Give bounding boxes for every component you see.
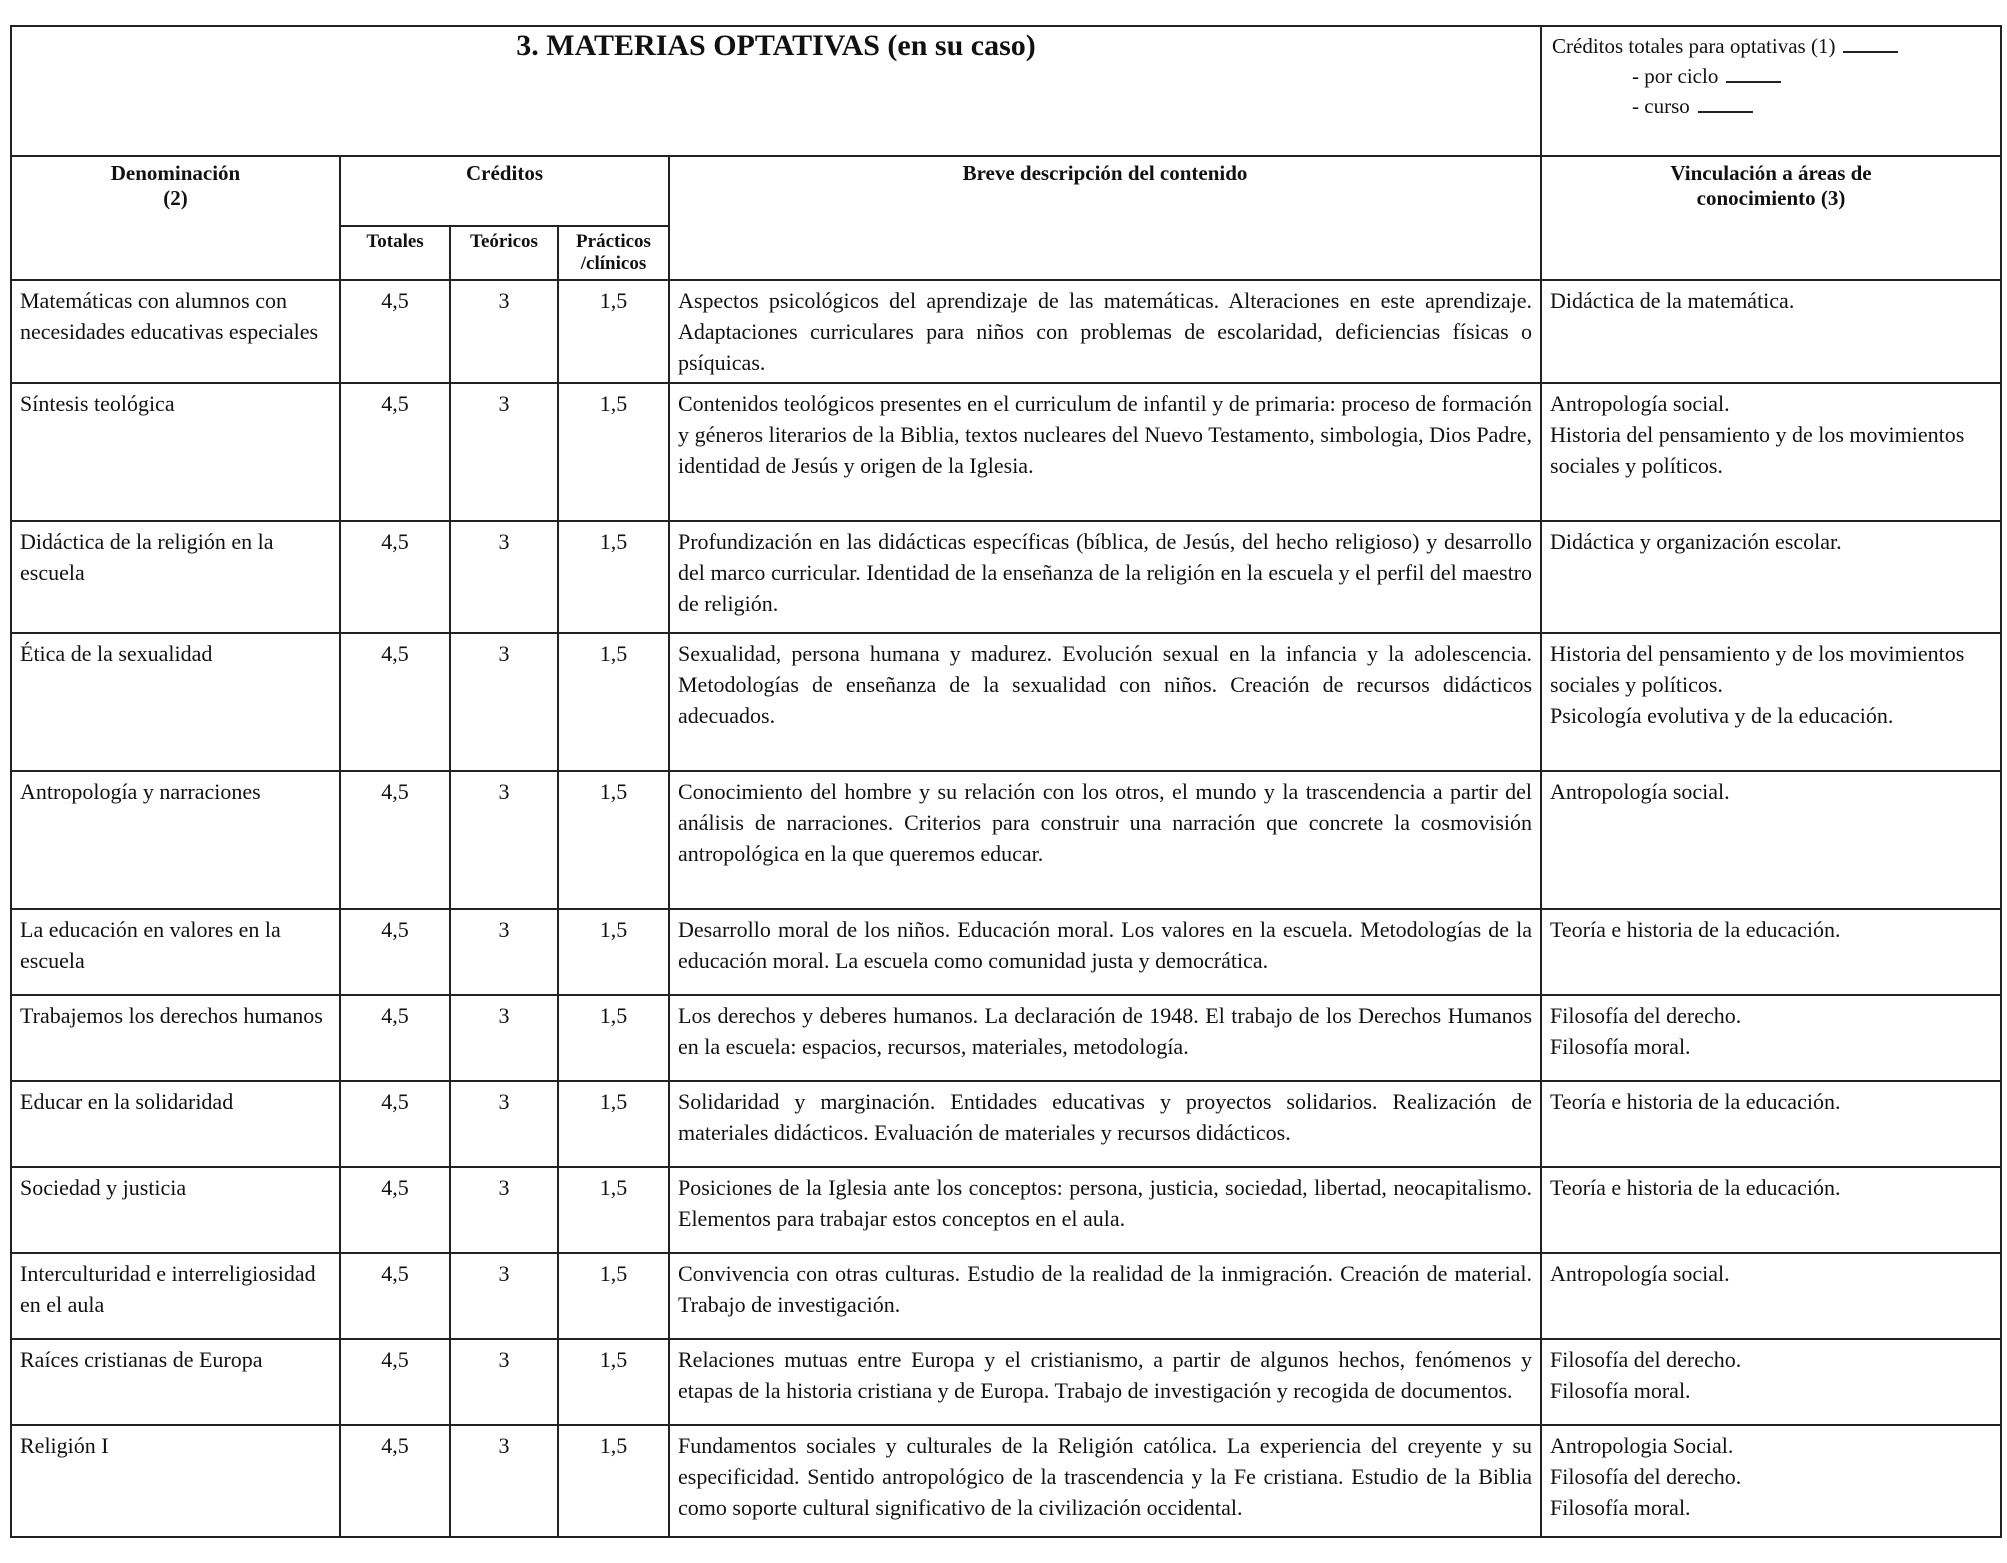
table-row xyxy=(11,1081,2001,1167)
subject-name: Religión I xyxy=(11,1425,340,1537)
knowledge-areas xyxy=(1541,995,2001,1081)
knowledge-areas xyxy=(1541,1167,2001,1253)
subject-name: Raíces cristianas de Europa xyxy=(11,1339,340,1425)
credits-practice: 1,5 xyxy=(558,771,669,909)
col-denominacion-note: (2) xyxy=(163,186,188,210)
credits-theory: 3 xyxy=(450,1081,558,1167)
subject-description: Contenidos teológicos presentes en el curriculum de infantil y de primaria: proceso de formación y géneros literarios de la Biblia, textos nucleares del Nuevo Testamento, simbologia, Dios Padre, identidad de Jesús y origen de la Iglesia. xyxy=(669,383,1541,521)
knowledge-areas xyxy=(1541,1339,2001,1425)
table-row xyxy=(11,995,2001,1081)
credits-practice: 1,5 xyxy=(558,909,669,995)
col-denominacion xyxy=(11,156,340,280)
col-denominacion-label: Denominación xyxy=(110,161,241,185)
col-totales: Totales xyxy=(340,226,450,280)
credits-total: 4,5 xyxy=(340,771,450,909)
knowledge-area: Didáctica y organización escolar. xyxy=(1550,529,1842,554)
table-row xyxy=(11,909,2001,995)
credits-total: 4,5 xyxy=(340,1425,450,1537)
subject-name: Sociedad y justicia xyxy=(11,1167,340,1253)
knowledge-area: Filosofía moral. xyxy=(1550,1495,1691,1520)
knowledge-area: Historia del pensamiento y de los movimientos sociales y políticos. xyxy=(1550,641,1965,697)
credits-theory: 3 xyxy=(450,995,558,1081)
knowledge-area: Teoría e historia de la educación. xyxy=(1550,1089,1841,1114)
subject-name: Educar en la solidaridad xyxy=(11,1081,340,1167)
col-descripcion: Breve descripción del contenido xyxy=(669,156,1541,280)
col-vinculacion xyxy=(1541,156,2001,280)
subject-description: Conocimiento del hombre y su relación con los otros, el mundo y la trascendencia a partir del análisis de narraciones. Criterios para construir una narración que concrete la cosmovisión antropológica en la que queremos educar. xyxy=(669,771,1541,909)
knowledge-area: Filosofía del derecho. xyxy=(1550,1347,1742,1372)
knowledge-area: Antropologia Social. xyxy=(1550,1433,1734,1458)
knowledge-areas xyxy=(1541,771,2001,909)
credits-theory: 3 xyxy=(450,771,558,909)
credits-practice: 1,5 xyxy=(558,1339,669,1425)
col-practicos-sub: /clínicos xyxy=(580,253,647,274)
credits-practice: 1,5 xyxy=(558,280,669,383)
subject-description: Los derechos y deberes humanos. La declaración de 1948. El trabajo de los Derechos Humanos en la escuela: espacios, recursos, materiales, metodología. xyxy=(669,995,1541,1081)
col-practicos-label: Prácticos xyxy=(576,231,651,252)
credits-total: 4,5 xyxy=(340,383,450,521)
credits-total: 4,5 xyxy=(340,633,450,771)
credits-total: 4,5 xyxy=(340,1253,450,1339)
credits-theory: 3 xyxy=(450,1253,558,1339)
knowledge-areas xyxy=(1541,1253,2001,1339)
table-row xyxy=(11,1167,2001,1253)
knowledge-area: Filosofía moral. xyxy=(1550,1378,1691,1403)
credits-practice: 1,5 xyxy=(558,995,669,1081)
credits-total: 4,5 xyxy=(340,1081,450,1167)
credits-theory: 3 xyxy=(450,1167,558,1253)
credits-total: 4,5 xyxy=(340,1339,450,1425)
credits-theory: 3 xyxy=(450,633,558,771)
credit-ciclo-blank xyxy=(1726,81,1781,83)
table-row xyxy=(11,1425,2001,1537)
col-practicos xyxy=(558,226,669,280)
credits-theory: 3 xyxy=(450,280,558,383)
materias-table xyxy=(10,25,2002,1538)
subject-name: La educación en valores en la escuela xyxy=(11,909,340,995)
col-vinculacion-label-2: conocimiento (3) xyxy=(1696,186,1846,210)
table-row xyxy=(11,521,2001,633)
subject-name: Interculturidad e interreligiosidad en el aula xyxy=(11,1253,340,1339)
subject-name: Didáctica de la religión en la escuela xyxy=(11,521,340,633)
credit-box xyxy=(1541,26,2001,156)
credits-total: 4,5 xyxy=(340,280,450,383)
credits-theory: 3 xyxy=(450,521,558,633)
credits-practice: 1,5 xyxy=(558,521,669,633)
subject-description: Sexualidad, persona humana y madurez. Evolución sexual en la infancia y la adolescencia. Metodologías de enseñanza de la sexualidad con niños. Creación de recursos didácticos adecuados. xyxy=(669,633,1541,771)
subject-description: Desarrollo moral de los niños. Educación moral. Los valores en la escuela. Metodologías de la educación moral. La escuela como comunidad justa y democrática. xyxy=(669,909,1541,995)
knowledge-area: Antropología social. xyxy=(1550,779,1730,804)
subject-description: Convivencia con otras culturas. Estudio de la realidad de la inmigración. Creación de material. Trabajo de investigación. xyxy=(669,1253,1541,1339)
subject-name: Ética de la sexualidad xyxy=(11,633,340,771)
table-row xyxy=(11,280,2001,383)
subject-name: Síntesis teológica xyxy=(11,383,340,521)
credits-total: 4,5 xyxy=(340,909,450,995)
knowledge-areas xyxy=(1541,633,2001,771)
knowledge-areas xyxy=(1541,1081,2001,1167)
credits-practice: 1,5 xyxy=(558,1167,669,1253)
credits-theory: 3 xyxy=(450,1339,558,1425)
credit-total-label: Créditos totales para optativas (1) xyxy=(1552,34,1836,58)
credits-practice: 1,5 xyxy=(558,1253,669,1339)
col-teoricos: Teóricos xyxy=(450,226,558,280)
table-row xyxy=(11,1339,2001,1425)
credit-curso-label: - curso xyxy=(1632,94,1690,118)
knowledge-area: Teoría e historia de la educación. xyxy=(1550,917,1841,942)
credit-curso-blank xyxy=(1698,111,1753,113)
credit-total-blank xyxy=(1843,51,1898,53)
credits-practice: 1,5 xyxy=(558,383,669,521)
knowledge-areas xyxy=(1541,280,2001,383)
col-vinculacion-label: Vinculación a áreas de xyxy=(1670,161,1872,185)
subject-name: Matemáticas con alumnos con necesidades educativas especiales xyxy=(11,280,340,383)
knowledge-areas xyxy=(1541,521,2001,633)
subject-name: Antropología y narraciones xyxy=(11,771,340,909)
credits-theory: 3 xyxy=(450,1425,558,1537)
credits-practice: 1,5 xyxy=(558,633,669,771)
knowledge-area: Didáctica de la matemática. xyxy=(1550,288,1795,313)
knowledge-area: Filosofía moral. xyxy=(1550,1034,1691,1059)
subject-description: Posiciones de la Iglesia ante los conceptos: persona, justicia, sociedad, libertad, neocapitalismo. Elementos para trabajar estos conceptos en el aula. xyxy=(669,1167,1541,1253)
credits-practice: 1,5 xyxy=(558,1425,669,1537)
credit-ciclo-label: - por ciclo xyxy=(1632,64,1719,88)
table-row xyxy=(11,771,2001,909)
subject-name: Trabajemos los derechos humanos xyxy=(11,995,340,1081)
col-creditos: Créditos xyxy=(340,156,669,226)
subject-description: Profundización en las didácticas específicas (bíblica, de Jesús, del hecho religioso) y desarrollo del marco curricular. Identidad de la enseñanza de la religión en la escuela y el perfil del maestro de religión. xyxy=(669,521,1541,633)
subject-description: Aspectos psicológicos del aprendizaje de las matemáticas. Alteraciones en este aprendizaje. Adaptaciones curriculares para niños con problemas de escolaridad, deficiencias físicas o psíquicas. xyxy=(669,280,1541,383)
knowledge-area: Historia del pensamiento y de los movimientos sociales y políticos. xyxy=(1550,422,1965,478)
subject-description: Fundamentos sociales y culturales de la Religión católica. La experiencia del creyente y su especificidad. Sentido antropológico de la trascendencia y la Fe cristiana. Estudio de la Biblia como soporte cultural significativo de la civilización occidental. xyxy=(669,1425,1541,1537)
table-row xyxy=(11,633,2001,771)
credits-total: 4,5 xyxy=(340,521,450,633)
knowledge-area: Filosofía del derecho. xyxy=(1550,1003,1742,1028)
knowledge-area: Filosofía del derecho. xyxy=(1550,1464,1742,1489)
credits-total: 4,5 xyxy=(340,1167,450,1253)
table-row xyxy=(11,383,2001,521)
knowledge-areas xyxy=(1541,1425,2001,1537)
credits-theory: 3 xyxy=(450,383,558,521)
knowledge-area: Antropología social. xyxy=(1550,391,1730,416)
credits-practice: 1,5 xyxy=(558,1081,669,1167)
credits-theory: 3 xyxy=(450,909,558,995)
subject-description: Solidaridad y marginación. Entidades educativas y proyectos solidarios. Realización de materiales didácticos. Evaluación de materiales y recursos didácticos. xyxy=(669,1081,1541,1167)
knowledge-area: Teoría e historia de la educación. xyxy=(1550,1175,1841,1200)
page xyxy=(10,25,2000,1538)
subject-description: Relaciones mutuas entre Europa y el cristianismo, a partir de algunos hechos, fenómenos y etapas de la historia cristiana y de Europa. Trabajo de investigación y recogida de documentos. xyxy=(669,1339,1541,1425)
table-row xyxy=(11,1253,2001,1339)
table-title: 3. MATERIAS OPTATIVAS (en su caso) xyxy=(11,26,1541,156)
table-body xyxy=(11,280,2001,1537)
knowledge-areas xyxy=(1541,383,2001,521)
knowledge-area: Psicología evolutiva y de la educación. xyxy=(1550,703,1894,728)
knowledge-area: Antropología social. xyxy=(1550,1261,1730,1286)
credits-total: 4,5 xyxy=(340,995,450,1081)
knowledge-areas xyxy=(1541,909,2001,995)
